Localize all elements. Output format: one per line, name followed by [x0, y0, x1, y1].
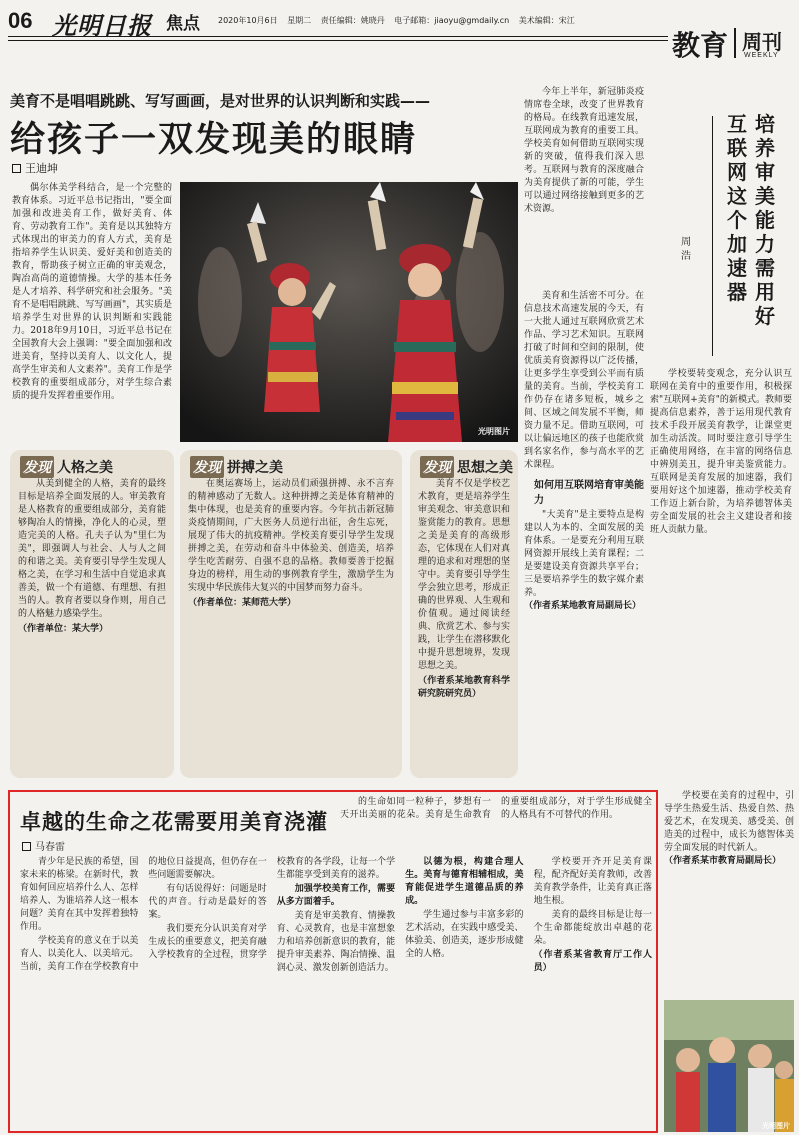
byline-box-icon: [12, 164, 21, 173]
bottom-right-text-block: [664, 790, 794, 930]
side-article-subhead: 如何用互联网培育审美能力: [534, 480, 644, 506]
boxed-paragraph: 美育是审美教育、情操教育、心灵教育，也是丰富想象力和培养创新意识的教育，能提升审美素养、陶冶情操、温润心灵、激发创新创造活力。: [276, 911, 396, 973]
card-tag-label: 拼搏之美: [227, 460, 283, 476]
card-tag-label: 思想之美: [457, 460, 513, 476]
card-tag: [20, 456, 113, 478]
card-personality: [10, 450, 174, 778]
masthead-rule-thin: [8, 40, 668, 41]
newspaper-logo: 光明日报: [52, 11, 152, 40]
card-tag-prefix: 发现: [420, 456, 454, 478]
card-author: （作者系某地教育科学研究院研究员）: [418, 676, 510, 699]
side-article-title-line1: 培养审美能力需用好: [755, 112, 775, 328]
boxed-subhead: 加强学校美育工作，需要从多方面着手。: [276, 884, 396, 907]
side-article-mid-text: 美育和生活密不可分。在信息技术高速发展的今天，有一大批人通过互联网欣赏艺术作品、学习艺术知识。互联网打破了时间和空间的限制，使优质美育资源得以广泛传播，让更多学生享受到公平而有质量的美育。当前，学校美育工作仍存在诸多短板，城乡之间、区域之间发展不平衡，师资力量不足。借助互联网，可以让偏远地区的孩子也能欣赏到名家名作，参与高水平的艺术课程。: [524, 291, 644, 470]
boxed-paragraph: 青少年是民族的希望，国家未来的栋梁。在新时代，教育如何回应培养什么人、怎样培养人、为谁培养人这一根本问题？美育在其中发挥着独特作用。: [20, 857, 139, 932]
bottom-right-note: （作者系某市教育局副局长）: [664, 856, 782, 866]
boxed-article: [8, 790, 658, 1133]
card-author: （作者单位：某大学）: [18, 624, 109, 634]
issue-info: [218, 15, 582, 26]
side-article-mid-text2: "大美育"是主要特点是构建以人为本的、全面发展的美育体系。一是要充分利用互联网资源开展线上美育课程；二是要建设美育资源共享平台；三是要培养学生的数字媒介素养。: [524, 510, 644, 598]
card-struggle: [180, 450, 402, 778]
boxed-paragraph: 学校要开齐开足美育课程，配齐配好美育教师，改善美育教学条件，让美育真正落地生根。: [533, 857, 652, 906]
weekly-en-label: WEEKLY: [744, 52, 779, 59]
side-article-title-line2: 互联网这个加速器: [727, 112, 747, 304]
kids-photo: [664, 1000, 794, 1132]
education-weekly-brand: [672, 24, 799, 68]
side-article-right-text: 学校要转变观念，充分认识互联网在美育中的重要作用，积极探索"互联网+美育"的新模式。教师要提高信息素养，善于运用现代教育技术手段开展美育教学，让课堂更加生动活泼。同时要注意引导学生正确使用网络，在丰富的网络信息中辨别美丑，提升审美鉴赏能力。互联网是美育发展的加速器，我们要用好这个加速器，推动学校美育工作迈上新台阶，为培养德智体美劳全面发展的社会主义建设者和接班人贡献力量。: [650, 369, 792, 535]
card-tag: [190, 456, 283, 478]
bottom-right-text: 学校要在美育的过程中，引导学生热爱生活、热爱自然、热爱艺术，在发现美、感受美、创造美的过程中，成长为德智体美劳全面发展的时代新人。: [664, 791, 794, 853]
side-article-note: （作者系某地教育局副局长）: [524, 601, 642, 611]
card-body: [18, 478, 166, 770]
card-body: [188, 478, 394, 770]
boxed-subhead: 以德为根，构建合理人生。美育与德育相辅相成，美育能促进学生道德品质的养成。: [405, 857, 524, 906]
boxed-paragraph: 美育的最终目标是让每一个生命都能绽放出卓越的花朵。: [533, 910, 652, 946]
issue-email[interactable]: 电子邮箱：jiaoyu@gmdaily.cn: [394, 16, 510, 25]
boxed-article-upper-text: 的生命如同一粒种子，梦想有一天开出美丽的花朵。美育是生命教育的重要组成部分，对于学生形成健全的人格具有不可替代的作用。: [340, 797, 652, 820]
dancers-photo-illustration: [180, 182, 518, 442]
issue-weekday: 星期二: [287, 16, 312, 25]
main-photo-credit: 光明图片: [478, 427, 510, 436]
main-kicker: 美育不是唱唱跳跳、写写画画，是对世界的认识判断和实践——: [10, 92, 431, 110]
card-text: 在奥运赛场上，运动员们顽强拼搏、永不言弃的精神感动了无数人。这种拼搏之美是体育精神的集中体现，也是美育的重要内容。今年抗击新冠肺炎疫情期间，广大医务人员逆行出征，舍生忘死，展现了伟大的抗疫精神。学校美育要引导学生发现拼搏之美，在劳动和奋斗中体验美、创造美，培养学生吃苦耐劳、自强不息的品格。教师要善于挖掘身边的榜样，用生动的事例教育学生，激励学生为实现中华民族伟大复兴的中国梦而努力奋斗。: [188, 479, 394, 593]
issue-editor: 责任编辑：姚晓丹: [320, 16, 385, 25]
main-byline: [12, 160, 58, 176]
main-headline: 给孩子一双发现美的眼睛: [10, 119, 418, 160]
page-number: 06: [8, 8, 33, 33]
boxed-article-body: [20, 856, 652, 1124]
boxed-article-author: 马春雷: [35, 842, 65, 853]
side-article-top-text: 今年上半年，新冠肺炎疫情席卷全球，改变了世界教育的格局。在线教育迅速发展，互联网成为教育的重要工具。学校美育如何借助互联网实现新的突破，值得我们深入思考。互联网与教育的深度融合为美育提供了新的可能，学生可以通过网络接触到更多的艺术资源。: [524, 87, 644, 214]
boxed-article-byline: [22, 838, 65, 853]
card-tag: [420, 456, 513, 478]
boxed-article-title: 卓越的生命之花需要用美育浇灌: [20, 810, 328, 834]
boxed-paragraph: 有句话说得好：问题是时代的声音。行动是最好的答案。: [148, 884, 267, 920]
main-photo: [180, 182, 518, 442]
side-title-rule: [712, 116, 713, 356]
boxed-paragraph: 学校美育的意义在于以美育人、以美化人、以美培元。当前，美育工作在学校教育中的地位日益提高，但仍存在一些问题需要解决。: [20, 857, 267, 972]
kids-photo-credit: 光明图片: [762, 1122, 790, 1130]
boxed-article-note: （作者系某省教育厅工作人员）: [533, 950, 652, 973]
card-tag-prefix: 发现: [190, 456, 224, 478]
card-text: 美育不仅是学校艺术教育，更是培养学生审美观念、审美意识和鉴赏能力的教育。思想之美是美育的高级形态，它体现在人们对真理的追求和对理想的坚守中。美育要引导学生学会独立思考，形成正确的世界观、人生观和价值观。通过阅读经典、欣赏艺术、参与实践，让学生在潜移默化中提升思想境界，发现思想之美。: [418, 479, 510, 671]
boxed-paragraph: 学生通过参与丰富多彩的艺术活动，在实践中感受美、体验美、创造美，逐步形成健全的人格。: [405, 910, 524, 959]
section-name: 焦点: [166, 14, 200, 34]
byline-box-icon: [22, 842, 31, 851]
issue-art-editor: 美术编辑：宋江: [518, 16, 575, 25]
card-tag-label: 人格之美: [57, 460, 113, 476]
side-article-mid-column: [524, 290, 644, 780]
card-author: （作者单位：某师范大学）: [188, 598, 297, 608]
education-label: 教育: [672, 29, 729, 62]
card-text: 从美到健全的人格，美育的最终目标是培养全面发展的人。审美教育是人格教育的重要组成部分，美育能够陶冶人的情操，净化人的心灵，塑造完美的人格。孔夫子认为"里仁为美"，即强调人与社会、人与人之间的和谐之美。美育要引导学生发现人格之美，在学习和生活中自觉追求真善美，做一个有道德、有理想、有担当的人。教育者要以身作则，用自己的人格魅力感染学生。: [18, 479, 166, 619]
weekly-label: 周刊: [742, 30, 782, 54]
issue-date: 2020年10月6日: [218, 16, 278, 25]
card-tag-prefix: 发现: [20, 456, 54, 478]
boxed-paragraph: 我们要充分认识美育对学生成长的重要意义，把美育融入学校教育的全过程，贯穿学校教育的各学段，让每一个学生都能享受到美育的滋养。: [148, 857, 396, 960]
card-body: [418, 478, 510, 770]
main-author: 王迪坤: [25, 162, 58, 175]
brand-divider: [734, 28, 736, 58]
masthead-rule: [8, 36, 668, 37]
kids-photo-illustration: [664, 1000, 794, 1132]
main-intro-text: 偶尔体美学科结合，是一个完整的教育体系。习近平总书记指出，"要全面加强和改进美育工作，做好美育、体育、劳动教育工作"。美育是以其独特方式体现出的审美力的育人方式，美育是指培养学生认识美、爱好美和创造美的教育，帮助孩子树立正确的审美观念，陶冶高尚的道德情操。大学的基本任务是人才培养、科学研究和社会服务。"美育不是唱唱跳跳、写写画画"，其实质是培养学生对世界的认识判断和实践能力。2018年9月10日，习近平总书记在全国教育大会上强调："要全面加强和改进美育，坚持以美育人、以文化人，提高学生审美和人文素养"。美育工作是学校教育的重要组成部分，对学生综合素质的提升发挥着重要作用。: [12, 183, 172, 401]
side-article-author: 周浩: [681, 237, 691, 262]
card-thought: [410, 450, 518, 778]
